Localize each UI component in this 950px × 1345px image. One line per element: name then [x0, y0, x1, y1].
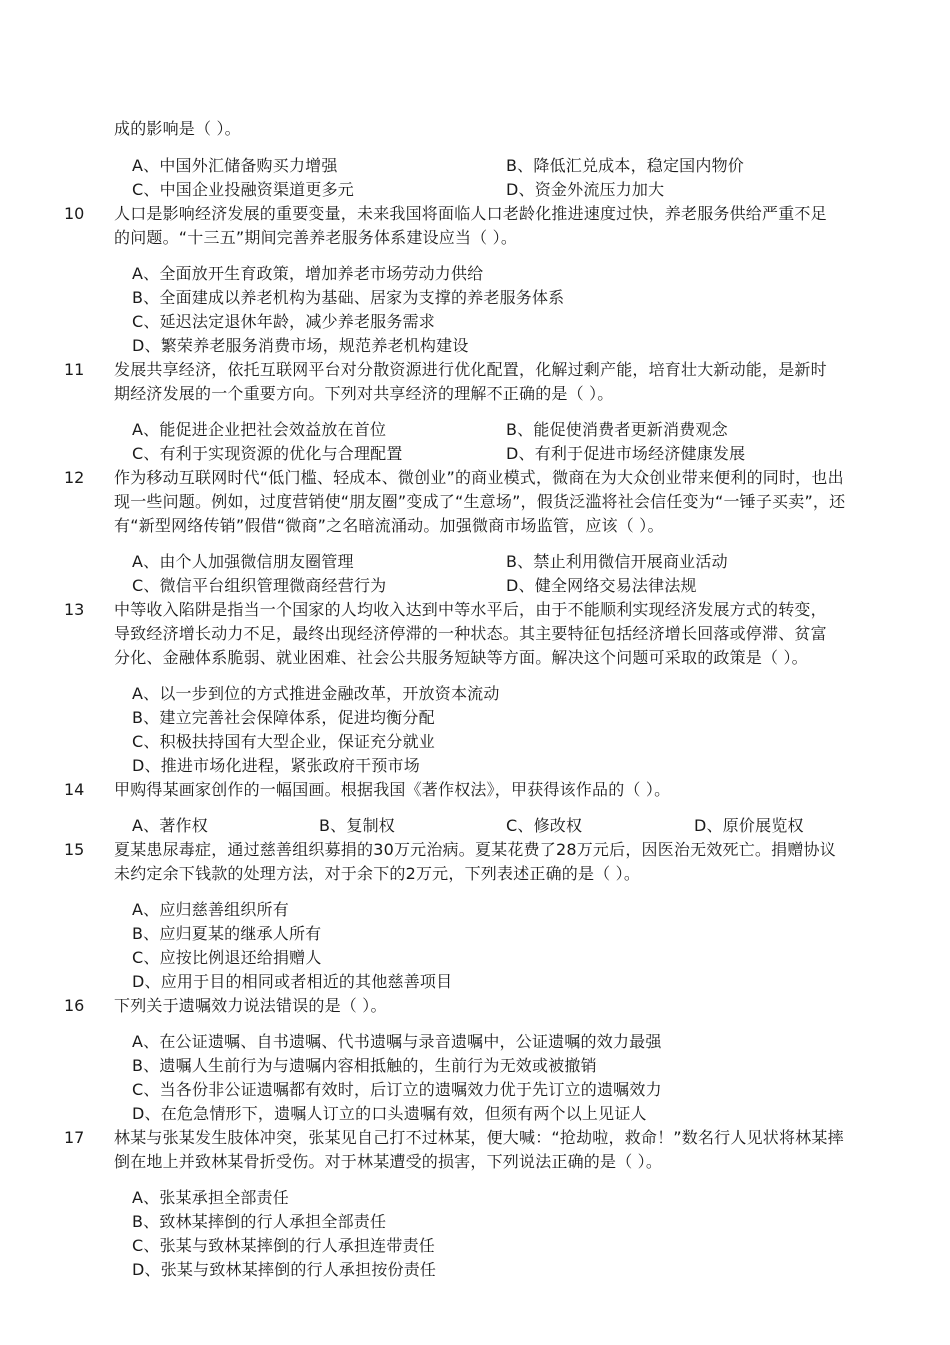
q17-option-b[interactable]: B、致林某摔倒的行人承担全部责任: [132, 1212, 387, 1231]
q17-option-a[interactable]: A、张某承担全部责任: [132, 1188, 289, 1207]
q11-stem-line2: 期经济发展的一个重要方向。下列对共享经济的理解不正确的是（ ）。: [114, 384, 614, 403]
q12-stem-line1: 作为移动互联网时代“低门槛、轻成本、微创业”的商业模式，微商在为大众创业带来便利的同时，也出: [114, 468, 844, 487]
q14-option-a[interactable]: A、著作权: [132, 816, 208, 835]
q15-option-b[interactable]: B、应归夏某的继承人所有: [132, 924, 322, 943]
q17-option-c[interactable]: C、张某与致林某摔倒的行人承担连带责任: [132, 1236, 435, 1255]
q13-option-c[interactable]: C、积极扶持国有大型企业，保证充分就业: [132, 732, 435, 751]
q11-option-a[interactable]: A、能促进企业把社会效益放在首位: [132, 420, 387, 439]
q13-option-b[interactable]: B、建立完善社会保障体系，促进均衡分配: [132, 708, 435, 727]
q12-option-a[interactable]: A、由个人加强微信朋友圈管理: [132, 552, 354, 571]
q11-option-b[interactable]: B、能促使消费者更新消费观念: [506, 420, 728, 439]
q15-stem-line1: 夏某患尿毒症，通过慈善组织募捐的30万元治病。夏某花费了28万元后，因医治无效死亡。捐赠协议: [114, 840, 836, 859]
q14-number: 14: [64, 780, 85, 799]
q16-option-b[interactable]: B、遗嘱人生前行为与遗嘱内容相抵触的，生前行为无效或被撤销: [132, 1056, 597, 1075]
q10-option-d[interactable]: D、繁荣养老服务消费市场，规范养老机构建设: [132, 336, 469, 355]
q14-stem-line1: 甲购得某画家创作的一幅国画。根据我国《著作权法》，甲获得该作品的（ ）。: [114, 780, 671, 799]
q12-stem-line2: 现一些问题。例如，过度营销使“朋友圈”变成了“生意场”，假货泛滥将社会信任变为“一锤子买卖”，还: [114, 492, 846, 511]
q12-option-c[interactable]: C、微信平台组织管理微商经营行为: [132, 576, 387, 595]
q12-option-b[interactable]: B、禁止利用微信开展商业活动: [506, 552, 728, 571]
q17-option-d[interactable]: D、张某与致林某摔倒的行人承担按份责任: [132, 1260, 437, 1279]
q9-option-a[interactable]: A、中国外汇储备购买力增强: [132, 156, 338, 175]
q11-option-d[interactable]: D、有利于促进市场经济健康发展: [506, 444, 746, 463]
q13-stem-line1: 中等收入陷阱是指当一个国家的人均收入达到中等水平后，由于不能顺利实现经济发展方式的转变，: [114, 600, 827, 619]
q12-option-d[interactable]: D、健全网络交易法律法规: [506, 576, 697, 595]
q15-option-c[interactable]: C、应按比例退还给捐赠人: [132, 948, 322, 967]
q11-option-c[interactable]: C、有利于实现资源的优化与合理配置: [132, 444, 403, 463]
q15-option-d[interactable]: D、应用于目的相同或者相近的其他慈善项目: [132, 972, 453, 991]
q12-number: 12: [64, 468, 85, 487]
q10-option-a[interactable]: A、全面放开生育政策，增加养老市场劳动力供给: [132, 264, 484, 283]
q9-option-c[interactable]: C、中国企业投融资渠道更多元: [132, 180, 354, 199]
q13-option-a[interactable]: A、以一步到位的方式推进金融改革，开放资本流动: [132, 684, 500, 703]
q13-stem-line2: 导致经济增长动力不足，最终出现经济停滞的一种状态。其主要特征包括经济增长回落或停滞、贫富: [114, 624, 827, 643]
q15-stem-line2: 未约定余下钱款的处理方法，对于余下的2万元，下列表述正确的是（ ）。: [114, 864, 641, 883]
q11-number: 11: [64, 360, 85, 379]
q14-option-c[interactable]: C、修改权: [506, 816, 583, 835]
q16-option-c[interactable]: C、当各份非公证遗嘱都有效时，后订立的遗嘱效力优于先订立的遗嘱效力: [132, 1080, 662, 1099]
q10-stem-line1: 人口是影响经济发展的重要变量，未来我国将面临人口老龄化推进速度过快，养老服务供给严重不足: [114, 204, 827, 223]
q10-option-b[interactable]: B、全面建成以养老机构为基础、居家为支撑的养老服务体系: [132, 288, 565, 307]
q13-stem-line3: 分化、金融体系脆弱、就业困难、社会公共服务短缺等方面。解决这个问题可采取的政策是（ ）。: [114, 648, 808, 667]
q12-stem-line3: 有“新型网络传销”假借“微商”之名暗流涌动。加强微商市场监管，应该（ ）。: [114, 516, 664, 535]
q13-option-d[interactable]: D、推进市场化进程，紧张政府干预市场: [132, 756, 420, 775]
q14-option-b[interactable]: B、复制权: [319, 816, 395, 835]
q9-option-d[interactable]: D、资金外流压力加大: [506, 180, 665, 199]
q10-option-c[interactable]: C、延迟法定退休年龄，减少养老服务需求: [132, 312, 435, 331]
q17-stem-line2: 倒在地上并致林某骨折受伤。对于林某遭受的损害，下列说法正确的是（ ）。: [114, 1152, 663, 1171]
q16-number: 16: [64, 996, 85, 1015]
q17-stem-line1: 林某与张某发生肢体冲突，张某见自己打不过林某，便大喊：“抢劫啦，救命！”数名行人见状将林某摔: [114, 1128, 844, 1147]
q10-number: 10: [64, 204, 85, 223]
q16-option-d[interactable]: D、在危急情形下，遗嘱人订立的口头遗嘱有效，但须有两个以上见证人: [132, 1104, 647, 1123]
q10-stem-line2: 的问题。“十三五”期间完善养老服务体系建设应当（ ）。: [114, 228, 518, 247]
q16-stem-line1: 下列关于遗嘱效力说法错误的是（ ）。: [114, 996, 387, 1015]
q14-option-d[interactable]: D、原价展览权: [694, 816, 804, 835]
q15-option-a[interactable]: A、应归慈善组织所有: [132, 900, 289, 919]
q13-number: 13: [64, 600, 85, 619]
q16-option-a[interactable]: A、在公证遗嘱、自书遗嘱、代书遗嘱与录音遗嘱中，公证遗嘱的效力最强: [132, 1032, 662, 1051]
q17-number: 17: [64, 1128, 85, 1147]
q15-number: 15: [64, 840, 85, 859]
q9-option-b[interactable]: B、降低汇兑成本，稳定国内物价: [506, 156, 744, 175]
q11-stem-line1: 发展共享经济，依托互联网平台对分散资源进行优化配置，化解过剩产能，培育壮大新动能，是新时: [114, 360, 827, 379]
q9-stem-continued: 成的影响是（ ）。: [114, 119, 241, 138]
